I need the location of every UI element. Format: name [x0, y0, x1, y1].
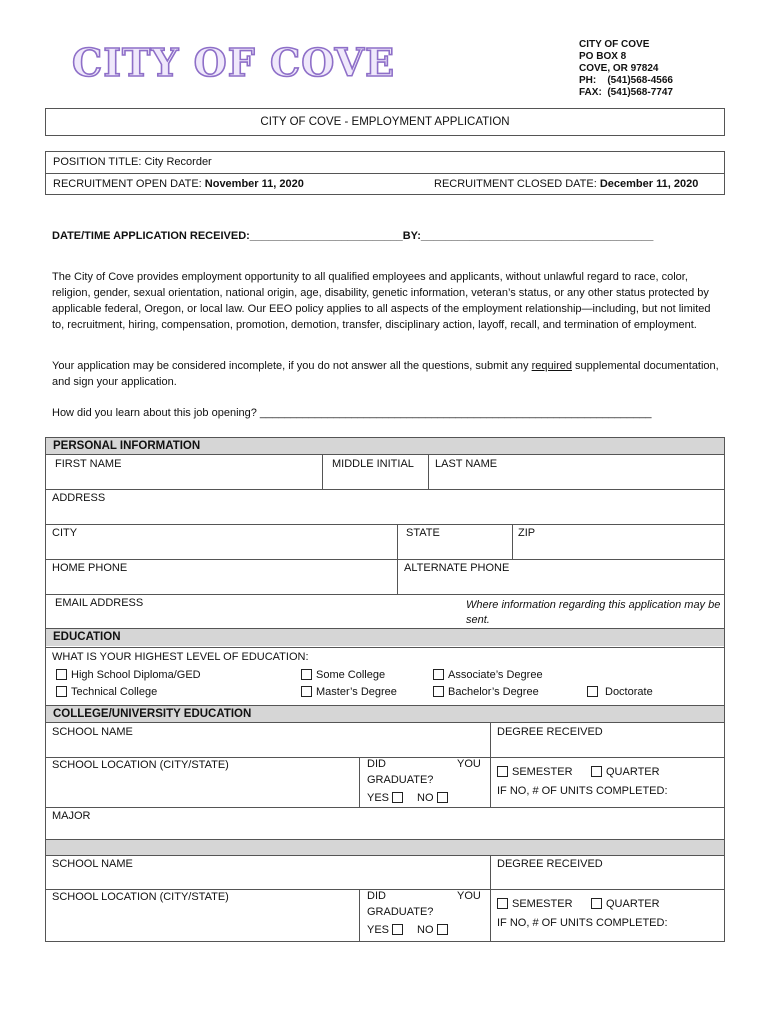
option-associates[interactable]: Associate’s Degree [433, 669, 543, 681]
checkbox[interactable] [591, 898, 602, 909]
last-name-field[interactable]: LAST NAME [435, 458, 498, 470]
school-name-field[interactable]: SCHOOL NAME [52, 858, 133, 870]
checkbox[interactable] [301, 669, 312, 680]
incomplete-paragraph: Your application may be considered incomplete, if you do not answer all the questions, submit any required supplemental documentation, and sign your application. [52, 360, 719, 388]
home-phone-field[interactable]: HOME PHONE [52, 562, 128, 574]
education-question: WHAT IS YOUR HIGHEST LEVEL OF EDUCATION: [52, 651, 309, 663]
recruitment-open: RECRUITMENT OPEN DATE: November 11, 2020 [53, 178, 304, 190]
checkbox[interactable] [437, 792, 448, 803]
option-semester[interactable]: SEMESTER [497, 766, 573, 778]
checkbox[interactable] [591, 766, 602, 777]
personal-header: PERSONAL INFORMATION [46, 438, 724, 454]
graduate-no[interactable]: NO [417, 792, 452, 804]
city-address [579, 39, 673, 99]
checkbox[interactable] [392, 792, 403, 803]
middle-initial-field[interactable]: MIDDLE INITIAL [332, 458, 414, 470]
section-divider [46, 840, 724, 855]
state-field[interactable]: STATE [406, 527, 440, 539]
personal-section [45, 437, 725, 629]
you-label: YOU [457, 890, 481, 902]
school-name-field[interactable]: SCHOOL NAME [52, 726, 133, 738]
learn-line: How did you learn about this job opening? ________________________________________________________________ [52, 407, 652, 419]
option-doctorate[interactable]: Doctorate [587, 686, 653, 698]
checkbox[interactable] [392, 924, 403, 935]
college-header: COLLEGE/UNIVERSITY EDUCATION [46, 706, 724, 722]
email-note: Where information regarding this application may be sent. [466, 599, 721, 626]
option-bachelors[interactable]: Bachelor’s Degree [433, 686, 539, 698]
city-field[interactable]: CITY [52, 527, 78, 539]
school-location-field[interactable]: SCHOOL LOCATION (CITY/STATE) [52, 891, 229, 903]
form-title-box [45, 108, 725, 136]
position-box [45, 151, 725, 195]
graduate-yes[interactable]: YES [367, 792, 407, 804]
checkbox[interactable] [433, 669, 444, 680]
option-some-college[interactable]: Some College [301, 669, 385, 681]
position-title: POSITION TITLE: City Recorder [53, 156, 212, 168]
degree-received-field[interactable]: DEGREE RECEIVED [497, 858, 603, 870]
email-field[interactable]: EMAIL ADDRESS [55, 597, 144, 609]
eeo-paragraph: The City of Cove provides employment opportunity to all qualified employees and applicants, without unlawful regard to race, color, religion, gender, sexual orientation, national origin, age, disability, genetic information, veteran’s status, or any other status protected by applicable federal, Oregon, or local law. Our EEO policy applies to all aspects of the employment relationship—including, but not limited to, recruitment, hiring, compensation, promotion, demotion, transfer, disciplinary action, layoff, recall, and termination of employment. [52, 271, 711, 331]
form-title: CITY OF COVE - EMPLOYMENT APPLICATION [260, 116, 510, 128]
college-section [45, 705, 725, 942]
units-completed[interactable]: IF NO, # OF UNITS COMPLETED: [497, 917, 668, 929]
option-technical[interactable]: Technical College [56, 686, 157, 698]
address-line: CITY OF COVE [579, 39, 650, 50]
degree-received-field[interactable]: DEGREE RECEIVED [497, 726, 603, 738]
address-line: FAX: (541)568-7747 [579, 87, 673, 98]
checkbox[interactable] [437, 924, 448, 935]
address-line: PH: (541)568-4566 [579, 75, 673, 86]
alt-phone-field[interactable]: ALTERNATE PHONE [404, 562, 510, 574]
graduate-yes[interactable]: YES [367, 924, 407, 936]
education-header: EDUCATION [46, 629, 724, 646]
you-label: YOU [457, 758, 481, 770]
graduate-label: GRADUATE? [367, 906, 434, 918]
education-section [45, 629, 725, 706]
checkbox[interactable] [56, 669, 67, 680]
graduate-label: GRADUATE? [367, 774, 434, 786]
option-quarter[interactable]: QUARTER [591, 766, 660, 778]
address-field[interactable]: ADDRESS [52, 492, 106, 504]
checkbox[interactable] [56, 686, 67, 697]
checkbox[interactable] [497, 766, 508, 777]
address-line: PO BOX 8 [579, 51, 627, 62]
option-masters[interactable]: Master’s Degree [301, 686, 397, 698]
received-line: DATE/TIME APPLICATION RECEIVED:_________________________BY:______________________________________ [52, 230, 654, 242]
checkbox[interactable] [497, 898, 508, 909]
checkbox[interactable] [587, 686, 598, 697]
address-line: COVE, OR 97824 [579, 63, 659, 74]
major-field[interactable]: MAJOR [52, 810, 91, 822]
option-semester[interactable]: SEMESTER [497, 898, 573, 910]
first-name-field[interactable]: FIRST NAME [55, 458, 122, 470]
recruitment-closed: RECRUITMENT CLOSED DATE: December 11, 2020 [434, 178, 699, 190]
city-logo: CITY OF COVE [72, 40, 396, 85]
units-completed[interactable]: IF NO, # OF UNITS COMPLETED: [497, 785, 668, 797]
graduate-no[interactable]: NO [417, 924, 452, 936]
option-quarter[interactable]: QUARTER [591, 898, 660, 910]
zip-field[interactable]: ZIP [518, 527, 536, 539]
did-label: DID [367, 758, 386, 770]
school-location-field[interactable]: SCHOOL LOCATION (CITY/STATE) [52, 759, 229, 771]
checkbox[interactable] [433, 686, 444, 697]
option-high-school[interactable]: High School Diploma/GED [56, 669, 201, 681]
checkbox[interactable] [301, 686, 312, 697]
did-label: DID [367, 890, 386, 902]
